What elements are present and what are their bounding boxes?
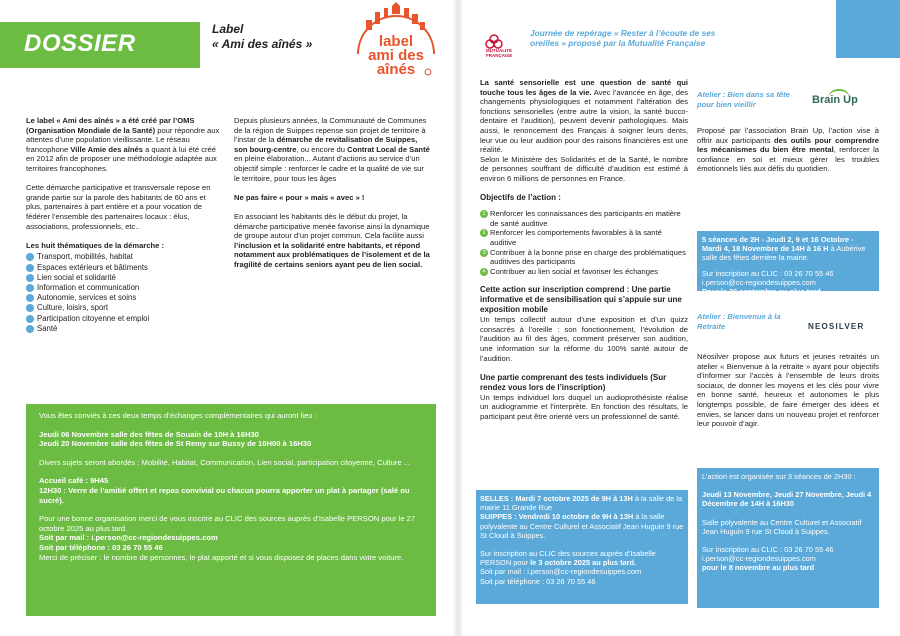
brainup-inscription: Sur inscription au CLIC : 03 26 70 55 46 [702, 268, 834, 278]
number-3-icon: 3 [480, 249, 488, 257]
atelier-1-title: Atelier : Bien dans sa tête pour bien vieillir [697, 90, 790, 109]
selles-line [480, 494, 684, 512]
brainup-deadline: Pour le 26 septembre au plus tard [702, 287, 821, 297]
subjects-text: Divers sujets seront abordés : Mobilité, Habitat, Communication, Lien social, participation citoyenne, Culture ... [39, 457, 411, 467]
list-item [26, 273, 220, 283]
theme-label: Culture, loisirs, sport [37, 303, 109, 313]
list-item [480, 267, 688, 277]
suippes-place: à la salle polyvalente au Centre Culturel et Associatif Jean Huguin 9 rue St Cloud à Suippes. [480, 512, 684, 540]
atelier-2-title: Atelier : Bienvenue à la Retraite [697, 312, 781, 331]
atelier-1-a: Proposé par l’association Brain Up, l’action vise à offrir aux participants [697, 126, 879, 145]
objectifs-title: Objectifs de l’action : [480, 193, 561, 203]
objectifs-list [480, 209, 688, 276]
neosilver-intro: L’action est organisée sur 3 séances de 2H30 : [702, 472, 856, 481]
selles-mail[interactable]: Soit par mail : i.person@cc-regiondesuippes.com [480, 567, 642, 577]
theme-label: Information et communication [37, 282, 140, 292]
brainup-logo: Brain Up [812, 94, 858, 106]
themes-title: Les huit thématiques de la démarche : [26, 240, 164, 250]
action-title: Cette action sur inscription comprend : Une partie informative et de sensibilisation qui s’appuie sur une exposition mobile [480, 285, 682, 315]
contact-mail[interactable]: Soit par mail : i.person@cc-regiondesuippes.com [39, 533, 218, 543]
atelier-1-text [697, 126, 879, 174]
territory-text-c: , ou encore du [296, 144, 348, 154]
intro-bold: Le label « Ami des aînés » a été créé par l’OMS (Organisation Mondiale de la Santé) [26, 116, 195, 135]
inclusion-bold: l’inclusion et la solidarité entre habitants, et répond notamment aux problématiques de l’isolement et de la fragilité de certains seniors ayant peu de lien social. [234, 240, 430, 269]
objectif-label: Contribuer au lien social et favoriser les échanges [490, 266, 658, 276]
neosilver-dates: Jeudi 13 Novembre, Jeudi 27 Novembre, Jeudi 4 Décembre de 14H à 16H30 [702, 490, 872, 509]
neosilver-info-box [697, 468, 879, 608]
list-item [26, 252, 220, 262]
bullet-icon [26, 253, 34, 261]
number-4-icon: 4 [480, 268, 488, 276]
objectif-label: Renforcer les comportements favorables à la santé auditive [490, 228, 662, 247]
contact-phone[interactable]: Soit par téléphone : 03 26 70 55 46 [39, 542, 163, 552]
list-item [480, 209, 688, 228]
objectif-label: Renforcer les connaissances des participants en matière de santé auditive [490, 209, 681, 228]
theme-label: Participation citoyenne et emploi [37, 313, 150, 323]
ami-des-aines-logo [348, 2, 444, 96]
audition-column [480, 78, 688, 431]
objectif-label: Contribuer à la bonne prise en charge des problématiques auditives des participants [490, 247, 686, 267]
slogan: Ne pas faire « pour » mais « avec » ! [234, 192, 365, 202]
precision-note: Merci de préciser : le nombre de personnes, le plat apporté et si vous disposez de places dans votre voiture. [39, 552, 404, 562]
bullet-icon [26, 284, 34, 292]
list-item [26, 263, 220, 273]
territory-text-a: Depuis plusieurs années, la Communauté de Communes de la région de Suippes repense son projet de territoire à l’instar de la [234, 116, 427, 145]
brainup-place: à Aubérive salle des fêtes derrière la mairie. [702, 244, 866, 263]
brainup-mail[interactable]: i.person@cc-regiondesuippes.com [702, 277, 816, 287]
label-heading [212, 22, 312, 52]
theme-label: Espaces extérieurs et bâtiments [37, 262, 148, 272]
sante-text: Avec l’avancée en âge, des changements physiologiques et notamment l’altération des fonctions sensorielles (entre autre la vision, la santé bucco-dentaire et l’audition), peuvent devenir pathologiques. Mais aussi, le renoncement des Français à soigner leurs dents, leur vue ou leur audition pour des raisons financières est une réalité. [480, 87, 688, 155]
invitation-intro: Vous êtes conviés à ces deux temps d’échanges complémentaires qui auront lieu : [39, 411, 317, 420]
neosilver-deadline: pour le 8 novembre au plus tard [702, 563, 815, 573]
selles-deadline: le 3 octobre 2025 au plus tard. [530, 558, 637, 568]
left-column-2 [234, 116, 430, 279]
neosilver-mail[interactable]: i.person@cc-regiondesuippes.com [702, 554, 816, 564]
themes-list [26, 252, 220, 334]
neosilver-inscription: Sur inscription au CLIC : 03 26 70 55 46 [702, 545, 834, 555]
list-item [26, 283, 220, 293]
label-subtitle: « Ami des aînés » [212, 37, 313, 51]
list-item [26, 303, 220, 313]
selles-place: à la salle de la mairie 11 Grande Rue [480, 494, 683, 513]
list-item [26, 293, 220, 303]
selles-suippes-box [476, 490, 688, 604]
theme-label: Lien social et solidarité [37, 272, 116, 282]
sante-bold: La santé sensorielle est une question de santé qui touche tous les âges de la vie. [480, 78, 688, 97]
sante-sensorielle-paragraph [480, 78, 688, 184]
journee-title: Journée de repérage « Rester à l’écoute de ses oreilles » proposé par la Mutualité Française [530, 28, 716, 48]
territory-paragraph [234, 116, 430, 183]
inclusion-text: En associant les habitants dès le début du projet, la démarche participative menée favorise ainsi la dynamique de groupe autour d’un projet commun. Cela facilite aussi [234, 211, 430, 241]
atelier-1-c: , renforcer la confiance en soi et mieux gérer les troubles émotionnels liés aux défis du quotidien. [697, 145, 879, 174]
selles-phone[interactable]: Soit par téléphone : 03 26 70 55 46 [480, 576, 596, 586]
selles-date: SELLES : Mardi 7 octobre 2025 de 9H à 13H [480, 494, 633, 503]
neosilver-place: Salle polyvalente au Centre Culturel et Associatif Jean Huguin 9 rue St Cloud à Suippes. [702, 517, 862, 536]
page-fold [452, 0, 464, 636]
brainup-dates [702, 235, 874, 263]
repas-text: 12H30 : Verre de l’amitié offert et repas convivial ou chacun pourra apporter un plat à partager (salé ou sucré). [39, 485, 410, 505]
label-title: Label [212, 22, 244, 36]
demarche-paragraph: Cette démarche participative et transversale repose en grande partie sur la parole des habitants de 60 ans et plus, partenaires à part entière et a pour vocation de fédérer l’ensemble des partenaires locaux : élus, associations, professionnels, etc.. [26, 183, 211, 231]
brainup-info-box [697, 231, 879, 297]
number-2-icon: 2 [480, 229, 488, 237]
logo-line-3: aînés [376, 61, 416, 78]
number-1-icon: 1 [480, 210, 488, 218]
territory-bold-d: Contrat Local de Santé [347, 144, 430, 154]
list-item [26, 324, 220, 334]
intro-text: pour répondre aux attentes d’une population vieillissante. Le réseau francophone [26, 125, 220, 154]
selles-insc-text: Sur inscription au CLIC des sources auprès d’Isabelle PERSON pour [480, 549, 656, 568]
section-title: DOSSIER [24, 30, 136, 57]
inclusion-paragraph [234, 212, 430, 270]
selles-inscription [480, 549, 684, 567]
intro-paragraph [26, 116, 220, 174]
accueil-cafe: Accueil café : 9H45 [39, 476, 109, 486]
bullet-icon [26, 294, 34, 302]
bullet-icon [26, 304, 34, 312]
tests-title: Une partie comprenant des tests individuels (Sur rendez vous lors de l’inscription) [480, 372, 667, 392]
theme-label: Santé [37, 323, 58, 333]
ateliers-column [697, 90, 879, 174]
registered-icon [425, 69, 431, 75]
inscription-text: Pour une bonne organisation merci de vous inscrire au CLIC des sources auprès d’Isabelle PERSON pour le 27 octobre 2025 au plus tard. [39, 514, 416, 533]
suippes-line [480, 512, 684, 540]
ministere-text: Selon le Ministère des Solidarités et de la Santé, le nombre de personnes souffrant de difficulté d’audition est estimé à environ 6 millions de personnes en France. [480, 154, 688, 183]
theme-label: Autonomie, services et soins [37, 293, 137, 303]
territory-text-e: en pleine élaboration... Autant d’actions au service d’un objectif simple : renforcer le cadre et la qualité de vie sur le territoire, pour tous les âges [234, 154, 424, 183]
list-item [480, 248, 688, 267]
event-date-1: Jeudi 06 Novembre salle des fêtes de Souain de 10H à 16H30 [39, 429, 259, 439]
logo-line-1: label [378, 33, 414, 50]
bullet-icon [26, 315, 34, 323]
invitation-box [26, 404, 436, 616]
neosilver-logo: NEOSILVER [808, 322, 865, 331]
bullet-icon [26, 264, 34, 272]
list-item [480, 228, 688, 247]
logo-line-2: ami des [368, 47, 424, 64]
suippes-date: SUIPPES : Vendredi 10 octobre de 9H à 13H [480, 512, 634, 522]
brainup-dates-bold: 5 séances de 2H - Jeudi 2, 9 et 16 Octobre - Mardi 4, 18 Novembre de 14H à 16 H [702, 235, 854, 254]
intro-bold-2: Ville Amie des aînés [70, 144, 143, 154]
event-date-2: Jeudi 20 Novembre salle des fêtes de St Remy sur Bussy de 10H00 à 16H30 [39, 439, 312, 449]
territory-bold-b: démarche de revitalisation de Suippes, son bourg-centre [234, 135, 418, 154]
tests-text: Un temps individuel lors duquel un audioprothésiste réalise un audiogramme et l’interprète. En fonction des résultats, le participant peut être orienté vers un professionnel de santé. [480, 392, 688, 422]
atelier-2-text: Néosilver propose aux futurs et jeunes retraités un atelier « Bienvenue à la retraite » ayant pour objectifs d’informer sur l’accès à l’ensemble de leurs droits sociaux, de donner les moyens et les clés pour vivre en bonne santé, heureux et autonomes le plus longtemps possible, de faire émerger des idées et envies, se lancer dans un nouveau projet et renforcer leur pouvoir d’agir. [697, 352, 879, 429]
mutualite-logo-text: MUTUALITÉ FRANÇAISE [486, 48, 513, 58]
bullet-icon [26, 325, 34, 333]
intro-text-2: a quant à lui été créé en 2012 afin de proposer une méthodologie adaptée aux territoires francophones. [26, 144, 217, 173]
action-text: Un temps collectif autour d’une exposition et d’un quizz consacrés à l’oreille : son fonctionnement, l’évolution de l’audition au fil des âges, comment préserver son audition, une information sur la réforme du 100% santé autour de l’audition. [480, 315, 688, 363]
corner-tab [836, 0, 900, 58]
bullet-icon [26, 274, 34, 282]
list-item [26, 314, 220, 324]
theme-label: Transport, mobilités, habitat [37, 252, 133, 262]
left-column-1 [26, 116, 220, 334]
atelier-1-b: des outils pour comprendre les mécanismes du bien être mental [697, 135, 879, 155]
